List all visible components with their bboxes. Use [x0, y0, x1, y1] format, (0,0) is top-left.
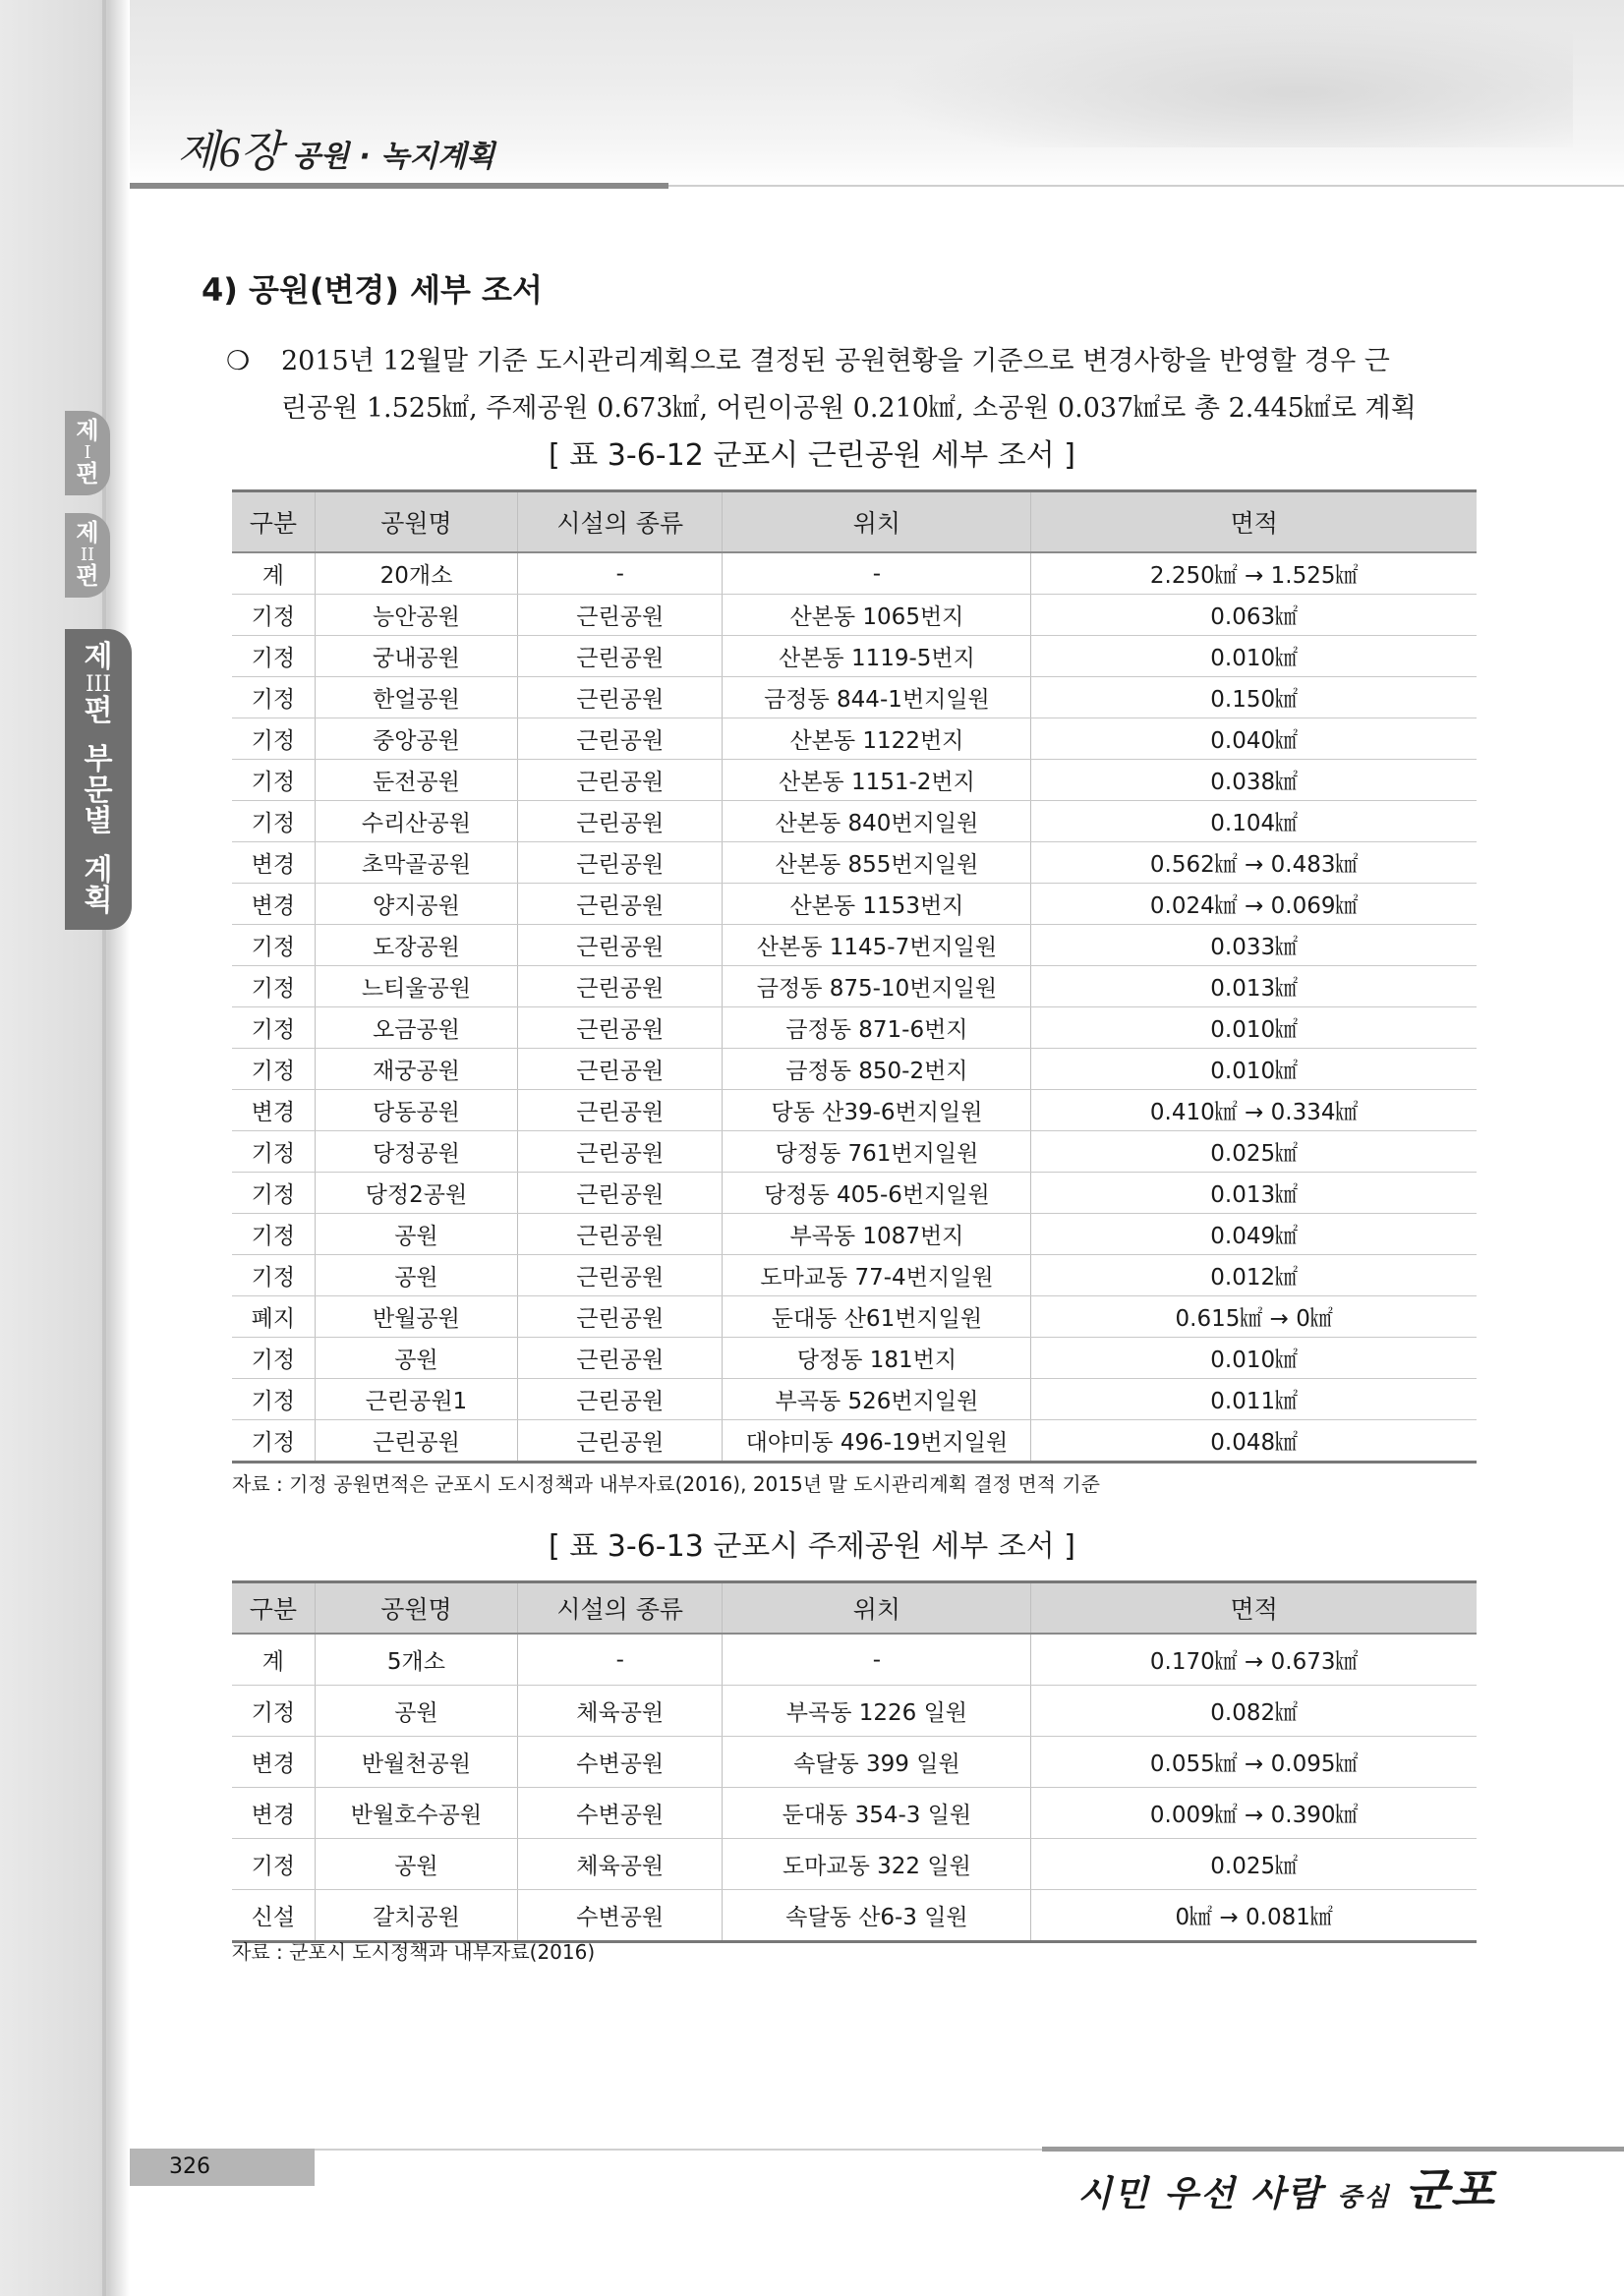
- column-header: 면적: [1031, 1582, 1477, 1635]
- table-cell: 근린공원: [518, 1173, 723, 1214]
- table-cell: 수리산공원: [315, 801, 517, 842]
- slogan-part: 시민 우선 사람: [1077, 2174, 1323, 2214]
- column-header: 위치: [723, 491, 1031, 553]
- table-cell: 0.170㎢ → 0.673㎢: [1031, 1634, 1477, 1686]
- table-cell: 기정: [232, 1420, 315, 1463]
- table-row: [232, 1214, 1477, 1255]
- table-cell: 궁내공원: [315, 636, 517, 677]
- table-cell: 변경: [232, 842, 315, 884]
- table-row: [232, 1379, 1477, 1420]
- table-row: [232, 636, 1477, 677]
- table-cell: 근린공원: [518, 760, 723, 801]
- table-row: [232, 966, 1477, 1007]
- footer-page-bar: [130, 2149, 315, 2186]
- table-row: [232, 1420, 1477, 1463]
- table-cell: 근린공원: [518, 1255, 723, 1296]
- table-cell: 금정동 875-10번지일원: [723, 966, 1031, 1007]
- table-cell: 0.010㎢: [1031, 636, 1477, 677]
- table-cell: 속달동 산6-3 일원: [723, 1890, 1031, 1942]
- table-cell: 산본동 1119-5번지: [723, 636, 1031, 677]
- intro-paragraph: [226, 338, 1459, 432]
- table-cell: 근린공원: [518, 1420, 723, 1463]
- table-cell: 근린공원: [518, 1090, 723, 1131]
- table-cell: 당동 산39-6번지일원: [723, 1090, 1031, 1131]
- table-cell: 당정2공원: [315, 1173, 517, 1214]
- table-cell: 0.615㎢ → 0㎢: [1031, 1296, 1477, 1338]
- slogan-part: 군포: [1405, 2163, 1496, 2216]
- table-cell: 20개소: [315, 552, 517, 595]
- table-cell: 대야미동 496-19번지일원: [723, 1420, 1031, 1463]
- header-rule-thin: [668, 185, 1624, 187]
- table-cell: 기정: [232, 760, 315, 801]
- table-row: [232, 925, 1477, 966]
- table-cell: 0.012㎢: [1031, 1255, 1477, 1296]
- table-cell: -: [723, 1634, 1031, 1686]
- paragraph-line: 린공원 1.525㎢, 주제공원 0.673㎢, 어린이공원 0.210㎢, 소공원 0.037㎢로 총 2.445㎢로 계획: [281, 393, 1417, 424]
- table-cell: 산본동 1151-2번지: [723, 760, 1031, 801]
- table-cell: 산본동 1145-7번지일원: [723, 925, 1031, 966]
- table-cell: 기정: [232, 718, 315, 760]
- table-row: [232, 1338, 1477, 1379]
- table-cell: 0.025㎢: [1031, 1131, 1477, 1173]
- table-cell: 기정: [232, 677, 315, 718]
- table-row: [232, 1173, 1477, 1214]
- table-cell: 계: [232, 1634, 315, 1686]
- side-tab-part2[interactable]: 제 II 편: [65, 513, 110, 598]
- table-row: [232, 1296, 1477, 1338]
- table-cell: 산본동 1122번지: [723, 718, 1031, 760]
- table-cell: 중앙공원: [315, 718, 517, 760]
- margin-line: [102, 0, 106, 2296]
- side-tab-part1[interactable]: 제 I 편: [65, 411, 110, 495]
- table-cell: 산본동 840번지일원: [723, 801, 1031, 842]
- table-cell: 근린공원: [518, 718, 723, 760]
- table-cell: 금정동 844-1번지일원: [723, 677, 1031, 718]
- header-cloud-decoration: [885, 10, 1573, 147]
- header-rule: [130, 183, 668, 189]
- table-cell: 당정동 761번지일원: [723, 1131, 1031, 1173]
- table-cell: 근린공원: [518, 966, 723, 1007]
- table-row: [232, 1890, 1477, 1942]
- table-cell: 변경: [232, 1788, 315, 1839]
- table-cell: 근린공원: [518, 636, 723, 677]
- table-cell: 기정: [232, 1131, 315, 1173]
- table-cell: 수변공원: [518, 1737, 723, 1788]
- table-cell: 금정동 850-2번지: [723, 1049, 1031, 1090]
- table-row: [232, 1131, 1477, 1173]
- table-cell: 기정: [232, 1255, 315, 1296]
- table-cell: 0.010㎢: [1031, 1338, 1477, 1379]
- table-cell: 폐지: [232, 1296, 315, 1338]
- table-cell: 공원: [315, 1255, 517, 1296]
- table-cell: 부곡동 1087번지: [723, 1214, 1031, 1255]
- table2-source: 자료 : 군포시 도시정책과 내부자료(2016): [232, 1940, 596, 1964]
- table1-caption: [ 표 3-6-12 군포시 근린공원 세부 조서 ]: [549, 438, 1075, 473]
- side-tab-part3-active[interactable]: 제 III 편 부 문 별 계 획: [65, 629, 132, 930]
- table-cell: 기정: [232, 801, 315, 842]
- table-cell: 2.250㎢ → 1.525㎢: [1031, 552, 1477, 595]
- table-cell: -: [518, 1634, 723, 1686]
- table-cell: 기정: [232, 1007, 315, 1049]
- table-cell: 근린공원: [518, 884, 723, 925]
- table-cell: 당동공원: [315, 1090, 517, 1131]
- column-header: 공원명: [315, 1582, 517, 1635]
- table-cell: 당정동 181번지: [723, 1338, 1031, 1379]
- table-cell: 둔대동 산61번지일원: [723, 1296, 1031, 1338]
- table-cell: 0.048㎢: [1031, 1420, 1477, 1463]
- table-cell: 0㎢ → 0.081㎢: [1031, 1890, 1477, 1942]
- table-cell: 0.104㎢: [1031, 801, 1477, 842]
- table-cell: -: [518, 552, 723, 595]
- column-header: 시설의 종류: [518, 491, 723, 553]
- table-cell: 도장공원: [315, 925, 517, 966]
- chapter-name: 공원 · 녹지계획: [292, 140, 495, 174]
- table-cell: 근린공원: [518, 677, 723, 718]
- table-row: [232, 677, 1477, 718]
- table-cell: 근린공원: [518, 1338, 723, 1379]
- table-cell: 근린공원1: [315, 1379, 517, 1420]
- table-cell: 기정: [232, 966, 315, 1007]
- table-cell: 근린공원: [518, 1131, 723, 1173]
- table-row: [232, 801, 1477, 842]
- table-cell: 0.055㎢ → 0.095㎢: [1031, 1737, 1477, 1788]
- table-cell: 체육공원: [518, 1839, 723, 1890]
- table-cell: 기정: [232, 1338, 315, 1379]
- table-row: [232, 718, 1477, 760]
- table-cell: 근린공원: [518, 1007, 723, 1049]
- table-cell: 능안공원: [315, 595, 517, 636]
- chapter-title: [177, 116, 494, 179]
- table-cell: 느티울공원: [315, 966, 517, 1007]
- table-row: [232, 1007, 1477, 1049]
- table1-source: 자료 : 기정 공원면적은 군포시 도시정책과 내부자료(2016), 2015년 말 도시관리계획 결정 면적 기준: [232, 1472, 1100, 1496]
- table-cell: 반월호수공원: [315, 1788, 517, 1839]
- table-cell: 갈치공원: [315, 1890, 517, 1942]
- table-cell: 신설: [232, 1890, 315, 1942]
- table-cell: 0.024㎢ → 0.069㎢: [1031, 884, 1477, 925]
- chapter-number: 제6장: [177, 128, 283, 176]
- table-cell: 산본동 1065번지: [723, 595, 1031, 636]
- table-cell: 근린공원: [518, 1049, 723, 1090]
- table-cell: 당정공원: [315, 1131, 517, 1173]
- column-header: 위치: [723, 1582, 1031, 1635]
- table-cell: 기정: [232, 595, 315, 636]
- table-cell: 0.025㎢: [1031, 1839, 1477, 1890]
- table-cell: 근린공원: [518, 925, 723, 966]
- table-cell: 공원: [315, 1839, 517, 1890]
- table-cell: 둔전공원: [315, 760, 517, 801]
- table-cell: 오금공원: [315, 1007, 517, 1049]
- table-cell: 근린공원: [518, 801, 723, 842]
- page-number: 326: [169, 2154, 210, 2179]
- table-row: [232, 1686, 1477, 1737]
- table-row: [232, 1049, 1477, 1090]
- theme-park-table: [232, 1580, 1477, 1943]
- table-cell: 기정: [232, 1686, 315, 1737]
- table-cell: 근린공원: [315, 1420, 517, 1463]
- paragraph-line: 2015년 12월말 기준 도시관리계획으로 결정된 공원현황을 기준으로 변경사항을 반영할 경우 근: [281, 346, 1390, 376]
- table-cell: 기정: [232, 636, 315, 677]
- table-cell: 근린공원: [518, 1296, 723, 1338]
- table-row: [232, 760, 1477, 801]
- table-cell: 근린공원: [518, 1214, 723, 1255]
- table-row: [232, 595, 1477, 636]
- table-cell: 수변공원: [518, 1788, 723, 1839]
- table-cell: 재궁공원: [315, 1049, 517, 1090]
- table-cell: 수변공원: [518, 1890, 723, 1942]
- table-cell: 근린공원: [518, 1379, 723, 1420]
- table-cell: 초막골공원: [315, 842, 517, 884]
- table-cell: 공원: [315, 1686, 517, 1737]
- table-cell: 0.063㎢: [1031, 595, 1477, 636]
- table-cell: 도마교동 77-4번지일원: [723, 1255, 1031, 1296]
- table-cell: 변경: [232, 1090, 315, 1131]
- table-cell: 근린공원: [518, 595, 723, 636]
- page-left-margin: [0, 0, 130, 2296]
- table-cell: 기정: [232, 1214, 315, 1255]
- table-cell: 근린공원: [518, 842, 723, 884]
- column-header: 시설의 종류: [518, 1582, 723, 1635]
- table-cell: 0.010㎢: [1031, 1007, 1477, 1049]
- table-cell: 반월공원: [315, 1296, 517, 1338]
- table-cell: 산본동 1153번지: [723, 884, 1031, 925]
- table-row: [232, 842, 1477, 884]
- column-header: 공원명: [315, 491, 517, 553]
- table-cell: 0.038㎢: [1031, 760, 1477, 801]
- table-cell: 0.150㎢: [1031, 677, 1477, 718]
- table-cell: 계: [232, 552, 315, 595]
- table-cell: 체육공원: [518, 1686, 723, 1737]
- table-cell: 0.033㎢: [1031, 925, 1477, 966]
- table-cell: 반월천공원: [315, 1737, 517, 1788]
- table-cell: 부곡동 526번지일원: [723, 1379, 1031, 1420]
- table-cell: 둔대동 354-3 일원: [723, 1788, 1031, 1839]
- table-cell: 양지공원: [315, 884, 517, 925]
- table-cell: -: [723, 552, 1031, 595]
- table-cell: 0.082㎢: [1031, 1686, 1477, 1737]
- table-cell: 0.009㎢ → 0.390㎢: [1031, 1788, 1477, 1839]
- footer-rule: [1042, 2147, 1624, 2152]
- neighborhood-park-table: [232, 489, 1477, 1464]
- column-header: 구분: [232, 491, 315, 553]
- table-cell: 0.013㎢: [1031, 966, 1477, 1007]
- column-header: 구분: [232, 1582, 315, 1635]
- bullet-icon: ❍: [226, 346, 251, 376]
- table-cell: 0.040㎢: [1031, 718, 1477, 760]
- table-cell: 5개소: [315, 1634, 517, 1686]
- table-cell: 한얼공원: [315, 677, 517, 718]
- table-cell: 기정: [232, 1379, 315, 1420]
- table-cell: 기정: [232, 1173, 315, 1214]
- table-cell: 기정: [232, 925, 315, 966]
- table-cell: 속달동 399 일원: [723, 1737, 1031, 1788]
- table2-caption: [ 표 3-6-13 군포시 주제공원 세부 조서 ]: [549, 1529, 1075, 1564]
- table-cell: 변경: [232, 1737, 315, 1788]
- table-row: [232, 1788, 1477, 1839]
- table-cell: 0.011㎢: [1031, 1379, 1477, 1420]
- table-row: [232, 1090, 1477, 1131]
- table-cell: 도마교동 322 일원: [723, 1839, 1031, 1890]
- table-cell: 변경: [232, 884, 315, 925]
- table-cell: 0.013㎢: [1031, 1173, 1477, 1214]
- city-slogan: [1077, 2154, 1496, 2219]
- table-cell: 0.049㎢: [1031, 1214, 1477, 1255]
- table-row: [232, 1737, 1477, 1788]
- table-cell: 기정: [232, 1049, 315, 1090]
- table-row: [232, 1255, 1477, 1296]
- table-row: [232, 884, 1477, 925]
- table-cell: 0.010㎢: [1031, 1049, 1477, 1090]
- table-cell: 공원: [315, 1338, 517, 1379]
- table-cell: 공원: [315, 1214, 517, 1255]
- table-cell: 산본동 855번지일원: [723, 842, 1031, 884]
- table-row: [232, 1839, 1477, 1890]
- table-cell: 당정동 405-6번지일원: [723, 1173, 1031, 1214]
- table-cell: 0.562㎢ → 0.483㎢: [1031, 842, 1477, 884]
- column-header: 면적: [1031, 491, 1477, 553]
- slogan-part: 중심: [1337, 2183, 1391, 2212]
- table-cell: 기정: [232, 1839, 315, 1890]
- table-cell: 0.410㎢ → 0.334㎢: [1031, 1090, 1477, 1131]
- table-cell: 부곡동 1226 일원: [723, 1686, 1031, 1737]
- table-cell: 금정동 871-6번지: [723, 1007, 1031, 1049]
- section-heading: 4) 공원(변경) 세부 조서: [202, 271, 543, 309]
- table-row: [232, 1634, 1477, 1686]
- table-row: [232, 552, 1477, 595]
